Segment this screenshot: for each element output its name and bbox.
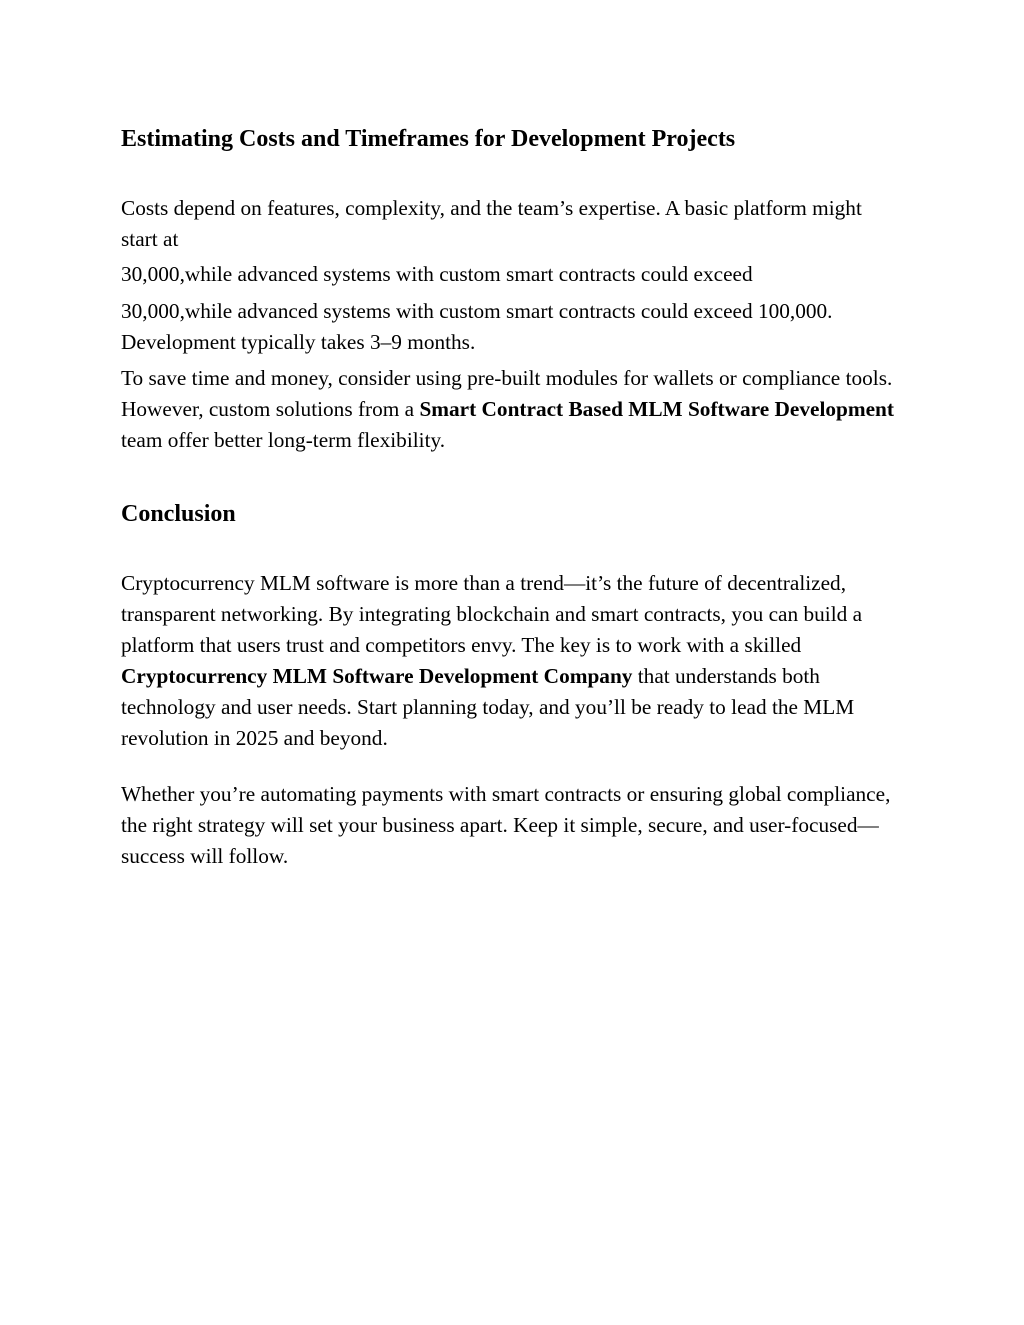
section-heading-costs: Estimating Costs and Timeframes for Development Projects — [121, 126, 736, 152]
paragraph-costs-range: 30,000,while advanced systems with custom smart contracts could exceed 100,000. Development typically takes 3–9 months. — [121, 299, 833, 354]
section-heading-conclusion: Conclusion — [121, 501, 236, 527]
paragraph-costs-intro: Costs depend on features, complexity, and the team’s expertise. A basic platform might start at — [121, 196, 862, 251]
bold-term: Smart Contract Based MLM Software Development — [419, 397, 894, 421]
paragraph-text: Cryptocurrency MLM software is more than a trend—it’s the future of decentralized, transparent networking. By integrating blockchain and smart contracts, you can build a platform that users trust and competitors envy. The key is to work with a skilled — [121, 571, 863, 657]
bold-term: Cryptocurrency MLM Software Development Company — [121, 664, 633, 688]
paragraph-text: To save time and money, consider using pre-built modules for wallets or compliance tools. However, custom solutions from a — [121, 366, 893, 421]
paragraph-text: team offer better long-term flexibility. — [121, 428, 446, 452]
paragraph-costs-range-fragment: 30,000,while advanced systems with custom smart contracts could exceed — [121, 262, 753, 286]
paragraph-costs-advice — [121, 363, 901, 456]
paragraph-text: that understands both technology and user needs. Start planning today, and you’ll be ready to lead the MLM revolution in 2025 and beyond. — [121, 664, 855, 750]
paragraph-conclusion-main — [121, 568, 901, 754]
paragraph-conclusion-closing: Whether you’re automating payments with smart contracts or ensuring global compliance, the right strategy will set your business apart. Keep it simple, secure, and user-focused—success will follow. — [121, 782, 891, 868]
